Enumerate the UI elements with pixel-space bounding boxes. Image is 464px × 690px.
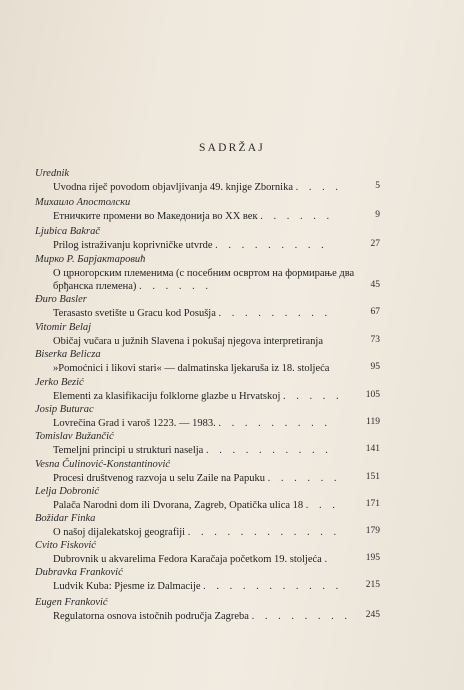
entry-page-number: 179 <box>365 526 380 536</box>
entry-title-line <box>53 580 363 593</box>
entry-author: Lelja Dobronić <box>35 486 100 497</box>
entry-author: Vitomir Belaj <box>35 322 92 333</box>
entry-title-line <box>53 472 363 485</box>
entry-title-line <box>53 307 363 320</box>
toc-entry <box>0 597 464 633</box>
entry-author: Михаило Апостолски <box>35 197 131 208</box>
entry-title-line <box>53 181 363 194</box>
entry-title: Običaj vučara u južnih Slavena i pokušaj njegova interpretiranja <box>53 336 323 347</box>
leader-dots: . . . . . . . . . . . <box>203 581 343 592</box>
entry-page-number: 95 <box>370 362 380 372</box>
entry-author: Мирко Р. Барјактаровић <box>35 254 146 265</box>
entry-title: Regulatorna osnova istočnih područja Zagreba <box>53 611 249 622</box>
entry-page-number: 195 <box>365 553 380 563</box>
entry-title-line <box>53 239 363 252</box>
entry-page-number: 141 <box>365 444 380 454</box>
entry-title-line <box>53 526 363 539</box>
leader-dots: . . . . . . . . . <box>218 418 331 429</box>
entry-title: Ludvik Kuba: Pjesme iz Dalmacije <box>53 581 201 592</box>
entry-title: Uvodna riječ povodom objavljivanja 49. knjige Zbornika <box>53 182 293 193</box>
entry-page-number: 73 <box>370 335 380 345</box>
leader-dots: . . . . . . <box>139 281 212 292</box>
entry-title: Етничките промени во Македонија во XX век <box>53 211 258 222</box>
leader-dots: . . . . . . <box>267 473 341 484</box>
entry-title: Dubrovnik u akvarelima Fedora Karačaja početkom 19. stoljeća <box>53 554 322 565</box>
leader-dots: . . . . . <box>283 391 343 402</box>
entry-page-number: 67 <box>370 307 380 317</box>
leader-dots: . . . . . . . . . <box>218 308 332 319</box>
entry-author: Ljubica Bakrač <box>35 226 101 237</box>
entry-title: Terasasto svetište u Gracu kod Posušja <box>53 308 216 319</box>
entry-title: O našoj dijalekatskoj geografiji <box>53 527 186 538</box>
entry-title-line <box>53 610 363 623</box>
leader-dots: . . . . <box>295 182 342 193</box>
entry-title: О црногорским племенима (с посебним освртом на формирање два брђанска племена) <box>53 268 355 292</box>
entry-title: Procesi društvenog razvoja u selu Zaile na Papuku <box>53 473 265 484</box>
leader-dots: . . . . . . . . . <box>215 240 328 251</box>
entry-title: Lovrečina Grad i varoš 1223. — 1983. <box>53 418 216 429</box>
entry-page-number: 215 <box>365 580 380 590</box>
leader-dots: . . . . . . . . . . . . <box>187 527 341 538</box>
entry-page-number: 5 <box>375 181 380 191</box>
entry-author: Biserka Belicza <box>35 349 101 360</box>
entry-title: Palača Narodni dom ili Dvorana, Zagreb, Opatička ulica 18 <box>53 500 304 511</box>
leader-dots: . . . . . . . . <box>251 611 351 622</box>
entry-author: Dubravka Franković <box>35 567 123 578</box>
entry-title-line <box>53 210 363 223</box>
entry-title-line <box>53 417 363 430</box>
entry-page-number: 27 <box>370 239 380 249</box>
entry-author: Đuro Basler <box>35 294 87 305</box>
entry-title-line <box>53 390 363 403</box>
page-title: SADRŽAJ <box>199 142 265 154</box>
entry-title: »Pomoćnici i likovi stari« — dalmatinska ljekaruša iz 18. stoljeća <box>53 363 330 374</box>
entry-title-line <box>53 553 363 566</box>
leader-dots: . . . . . . . . . . <box>205 445 332 456</box>
entry-title-line <box>53 444 363 457</box>
entry-page-number: 45 <box>370 280 380 290</box>
entry-title-line <box>53 335 363 348</box>
entry-page-number: 245 <box>365 610 380 620</box>
entry-title-line <box>53 362 363 375</box>
entry-title-line <box>53 267 373 293</box>
entry-title-line <box>53 499 363 512</box>
entry-title: Elementi za klasifikaciju folklorne glazbe u Hrvatskoj <box>53 391 281 402</box>
entry-page-number: 119 <box>366 417 380 427</box>
leader-dots: . . . <box>305 500 339 511</box>
entry-title: Temeljni principi u strukturi naselja <box>53 445 204 456</box>
entry-title: Prilog istraživanju koprivničke utvrde <box>53 240 213 251</box>
entry-author: Tomislav Bužančić <box>35 431 114 442</box>
leader-dots: . <box>324 554 332 565</box>
entry-page-number: 171 <box>365 499 380 509</box>
entry-page-number: 151 <box>365 472 380 482</box>
entry-author: Jerko Bezić <box>35 377 84 388</box>
entry-author: Eugen Franković <box>35 597 108 608</box>
leader-dots: . . . . . . <box>260 211 334 222</box>
entry-author: Vesna Čulinović-Konstantinović <box>35 459 171 470</box>
entry-author: Božidar Finka <box>35 513 96 524</box>
entry-author: Urednik <box>35 168 70 179</box>
entry-author: Cvito Fisković <box>35 540 96 551</box>
entry-page-number: 105 <box>365 390 380 400</box>
entry-author: Josip Buturac <box>35 404 94 415</box>
toc-entry <box>0 254 464 290</box>
entry-page-number: 9 <box>375 210 380 220</box>
